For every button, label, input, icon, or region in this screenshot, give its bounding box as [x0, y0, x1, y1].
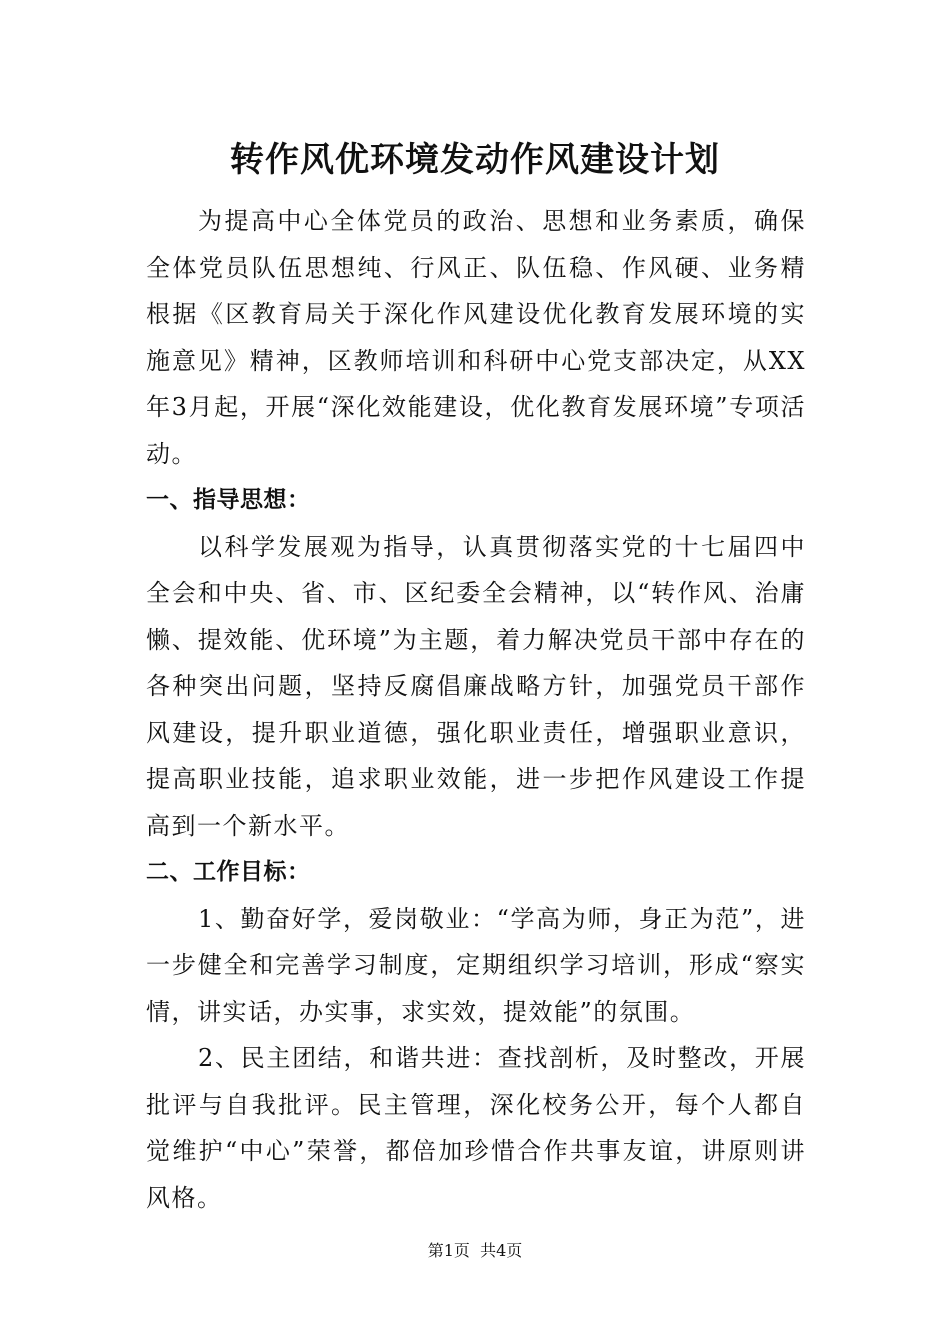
intro-paragraph: 为提高中心全体党员的政治、思想和业务素质，确保全体党员队伍思想纯、行风正、队伍稳、作风硬、业务精根据《区教育局关于深化作风建设优化教育发展环境的实施意见》精神，区教师培训和科研中心党支部决定，从XX年3月起，开展“深化效能建设，优化教育发展环境”专项活动。 [146, 207, 806, 468]
page-number-footer: 第1页 共4页 [427, 1241, 523, 1260]
section-heading-guiding-ideology: 一、指导思想： [146, 487, 311, 513]
section-heading-work-goals: 二、工作目标： [146, 859, 311, 885]
work-goal-item-2: 2、民主团结，和谐共进：查找剖析，及时整改，开展批评与自我批评。民主管理，深化校务公开，每个人都自觉维护“中心”荣誉，都倍加珍惜合作共事友谊，讲原则讲风格。 [146, 1044, 806, 1212]
work-goal-item-1: 1、勤奋好学，爱岗敬业：“学高为师，身正为范”，进一步健全和完善学习制度，定期组织学习培训，形成“察实情，讲实话，办实事，求实效，提效能”的氛围。 [146, 904, 806, 1026]
document-title: 转作风优环境发动作风建设计划 [230, 140, 720, 180]
guiding-ideology-paragraph: 以科学发展观为指导，认真贯彻落实党的十七届四中全会和中央、省、市、区纪委全会精神，以“转作风、治庸懒、提效能、优环境”为主题，着力解决党员干部中存在的各种突出问题，坚持反腐倡廉战略方针，加强党员干部作风建设，提升职业道德，强化职业责任，增强职业意识，提高职业技能，追求职业效能，进一步把作风建设工作提高到一个新水平。 [146, 532, 806, 840]
document-body [146, 198, 806, 1221]
